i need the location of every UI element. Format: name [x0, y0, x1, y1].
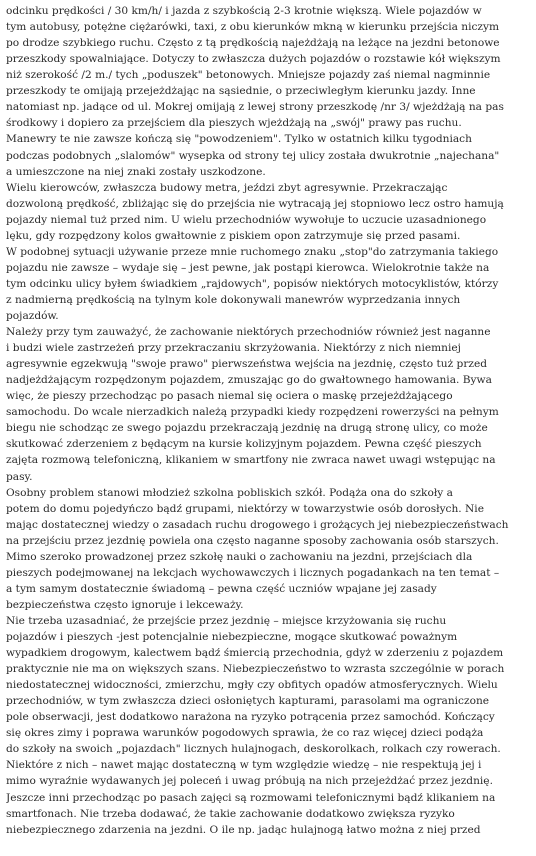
text-line: do szkoły na swoich „pojazdach" licznych hulajnogach, deskorolkach, rolkach czy rowerach.	[6, 743, 501, 756]
text-line: przeszkody spowalniające. Dotyczy to zwłaszcza dużych pojazdów o rozstawie kół większym	[6, 53, 501, 66]
text-line: a tym samym dostatecznie świadomą – pewna część uczniów wpajane jej zasady	[6, 582, 437, 595]
text-line: Nie trzeba uzasadniać, że przejście przez jezdnię – miejsce krzyżowania się ruchu	[6, 614, 447, 627]
text-line: Należy przy tym zauważyć, że zachowanie niektórych przechodniów również jest naganne	[6, 326, 491, 338]
text-line: podczas podobnych „slalomów" wysepka od strony tej ulicy została dwukrotnie „najechana"	[6, 149, 500, 162]
text-line: Niektóre z nich – nawet mając dostateczną w tym względzie wiedzę – nie respektują jej i	[6, 759, 482, 772]
text-line: samochodu. Do wcale nierzadkich należą przypadki kiedy rozpędzeni rowerzyści na pełnym	[6, 406, 499, 419]
text-line: przeszkody te omijają przejeżdżając na sąsiednie, o przeciwległym kierunku jazdy. Inne	[6, 85, 476, 98]
text-line: agresywnie egzekwują "swoje prawo" pierwszeństwa wejścia na jezdnię, często tuż przed	[6, 358, 488, 371]
text-line: smartfonach. Nie trzeba dodawać, że takie zachowanie dodatkowo zwiększa ryzyko	[6, 807, 455, 820]
text-line: a umieszczone na niej znaki zostały uszkodzone.	[6, 165, 266, 178]
text-line: lęku, gdy rozpędzony kolos gwałtownie z piskiem opon zatrzymuje się przed pasami.	[6, 229, 461, 242]
text-line: natomiast np. jadące od ul. Mokrej omijają z lewej strony przeszkodę /nr 3/ wjeżdżają na pas	[6, 101, 504, 114]
text-line: biegu nie schodząc ze swego pojazdu przekraczają jezdnię na drugą stronę ulicy, co może	[6, 422, 488, 435]
text-line: nadjeżdżającym rozpędzonym pojazdem, zmuszając go do gwałtownego hamowania. Bywa	[6, 374, 492, 387]
text-line: wypadkiem drogowym, kalectwem bądź śmiercią przechodnia, gdyż w zderzeniu z pojazdem	[6, 647, 504, 659]
text-line: tym autobusy, potężne ciężarówki, taxi, z obu kierunków mkną w kierunku przejścia niczym	[6, 21, 500, 34]
text-line: więc, że pieszy przechodząc po pasach niemal się ociera o maskę przejeżdżającego	[6, 390, 453, 403]
text-line: odcinku prędkości / 30 km/h/ i jazda z szybkością 2-3 krotnie większą. Wiele pojazdów w	[6, 5, 482, 17]
text-line: mimo wyraźnie wydawanych jej poleceń i uwag próbują na nich przejeżdżać przez jezdnię.	[6, 775, 493, 788]
text-line: Mimo szeroko prowadzonej przez szkołę nauki o zachowaniu na jezdni, przejściach dla	[6, 550, 473, 563]
text-line: tym odcinku ulicy byłem świadkiem „rajdowych", popisów niektórych motocyklistów, którzy	[6, 277, 499, 290]
text-line: pole obserwacji, jest dodatkowo narażona na ryzyko potrącenia przez samochód. Kończący	[6, 711, 495, 724]
text-line: pojazdu nie zawsze – wydaje się – jest pewne, jak postąpi kierowca. Wielokrotnie także na	[6, 261, 490, 274]
text-line: pieszych podejmowanej na lekcjach wychowawczych i licznych pogadankach na ten temat –	[6, 566, 500, 579]
text-line: z nadmierną prędkością na tylnym kole dokonywali manewrów wyprzedzania innych	[6, 293, 461, 306]
text-line: środkowy i dopiero za przejściem dla pieszych wjeżdżają na „swój" prawy pas ruchu.	[6, 117, 462, 130]
text-line: Wielu kierowców, zwłaszcza budowy metra, jeździ zbyt agresywnie. Przekraczając	[6, 181, 448, 194]
text-line: Osobny problem stanowi młodzież szkolna pobliskich szkół. Podąża ona do szkoły a	[6, 486, 453, 499]
text-line: bezpieczeństwa często ignoruje i lekceważy.	[6, 598, 244, 611]
text-line: niż szerokość /2 m./ tych „poduszek" betonowych. Mniejsze pojazdy zaś niemal nagminnie	[6, 69, 491, 82]
text-line: się okres zimy i poprawa warunków pogodowych sprawia, że co raz więcej dzieci podąża	[6, 727, 484, 740]
text-line: potem do domu pojedyńczo bądź grupami, niektórzy w towarzystwie osób dorosłych. Nie	[6, 502, 484, 515]
text-line: skutkować zderzeniem z będącym na kursie kolizyjnym pojazdem. Pewna część pieszych	[6, 438, 482, 451]
text-line: mając dostatecznej wiedzy o zasadach ruchu drogowego i grożących jej niebezpieczeństwach	[6, 518, 509, 531]
text-line: przechodniów, w tym zwłaszcza dzieci osłoniętych kapturami, parasolami ma ograniczone	[6, 695, 490, 708]
text-line: W podobnej sytuacji używanie przeze mnie ruchomego znaku „stop"do zatrzymania takiego	[6, 245, 499, 258]
text-line: pojazdów.	[6, 309, 59, 322]
text-line: po drodze szybkiego ruchu. Często z tą prędkością najeżdżają na leżące na jezdni betonowe	[6, 37, 500, 50]
text-line: pojazdów i pieszych -jest potencjalnie niebezpieczne, mogące skutkować poważnym	[6, 631, 458, 643]
text-line: Jeszcze inni przechodząc po pasach zajęci są rozmowami telefonicznymi bądź klikaniem na	[6, 791, 496, 804]
text-line: dozwoloną prędkość, zbliżając się do przejścia nie wytracają jej stopniowo lecz ostro hamują	[6, 197, 504, 210]
text-line: i budzi wiele zastrzeżeń przy przekraczaniu skrzyżowania. Niektórzy z nich niemniej	[6, 342, 461, 355]
text-line: pojazdy niemal tuż przed nim. U wielu przechodniów wywołuje to uczucie uzasadnionego	[6, 213, 487, 226]
text-line: Manewry te nie zawsze kończą się "powodzeniem". Tylko w ostatnich kilku tygodniach	[6, 133, 472, 146]
text-line: niebezpiecznego zdarzenia na jezdni. O ile np. jadąc hulajnogą łatwo można z niej przed	[6, 823, 481, 836]
text-line: niedostatecznej widoczności, zmierzchu, mgły czy obfitych opadów atmosferycznych. Wielu	[6, 679, 498, 692]
text-line: pasy.	[6, 470, 33, 483]
text-line: na przejściu przez jezdnię powiela ona często naganne sposoby zachowania osób starszych.	[6, 534, 499, 547]
text-line: zajęta rozmową telefoniczną, klikaniem w smartfony nie zwraca nawet uwagi wstępując na	[6, 454, 496, 467]
text-line: praktycznie nie ma on większych szans. Niebezpieczeństwo to wzrasta szczególnie w porach	[6, 663, 505, 676]
